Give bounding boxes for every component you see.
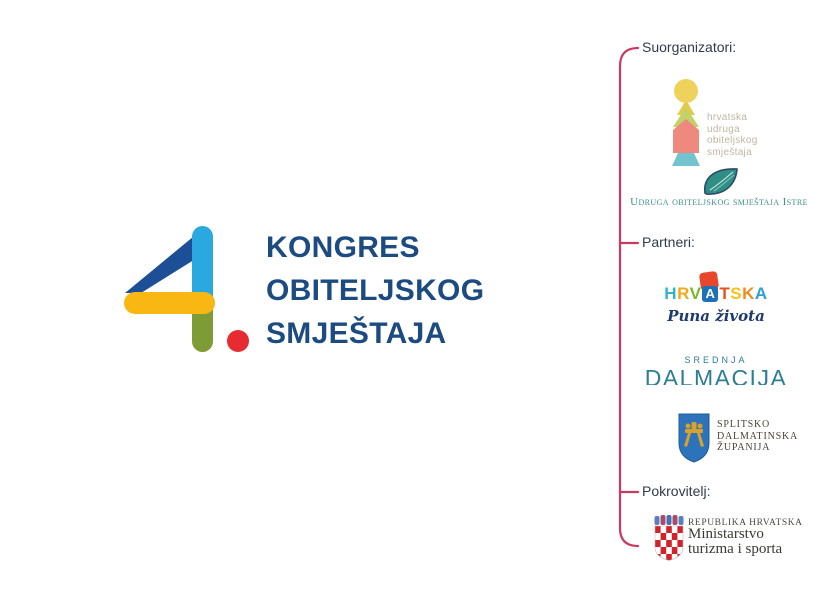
huos-figure-icon [672, 79, 702, 167]
label-partneri: Partneri: [642, 234, 695, 250]
croatia-wordmark: HRV A TSKA [664, 284, 768, 303]
sdz-name-line-3: ŽUPANIJA [717, 442, 771, 453]
huos-name-line-4: smještaja [707, 146, 752, 158]
srednja-dalmacija-top: SREDNJA [684, 355, 748, 365]
congress-title-line-3: SMJEŠTAJA [266, 317, 447, 350]
istre-caption: Udruga obiteljskog smještaja Istre [630, 196, 808, 208]
sdz-name-line-2: DALMATINSKA [717, 430, 799, 442]
label-suorganizatori: Suorganizatori: [642, 39, 737, 55]
huos-name [707, 112, 758, 158]
sdz-name [717, 419, 798, 454]
label-pokrovitelj: Pokrovitelj: [642, 483, 711, 499]
huos-name-line-3: obiteljskog [707, 135, 758, 146]
ministry-name-line-2: turizma i sporta [688, 541, 783, 557]
congress-title-line-2: OBITELJSKOG [266, 274, 485, 307]
ministry-name-line-1: Ministarstvo [688, 526, 764, 542]
congress-title-line-1: KONGRES [266, 231, 420, 264]
srednja-dalmacija-wordmark [636, 366, 796, 385]
croatia-coat-of-arms-icon [654, 515, 684, 561]
istre-leaf-icon [702, 166, 740, 196]
congress-number-4-icon [118, 220, 268, 360]
congress-title [266, 226, 516, 355]
red-dot-icon [227, 330, 249, 352]
huos-name-line-2: udruga [707, 123, 740, 135]
sdz-coat-of-arms-icon [678, 413, 710, 463]
croatia-tagline: Puna života [667, 307, 765, 325]
srednja-dalmacija-bottom: DALMACIJA [644, 366, 788, 385]
sdz-name-line-1: SPLITSKO [717, 419, 771, 430]
ministry-country: REPUBLIKA HRVATSKA [688, 518, 803, 528]
huos-name-line-1: hrvatska [707, 112, 748, 123]
